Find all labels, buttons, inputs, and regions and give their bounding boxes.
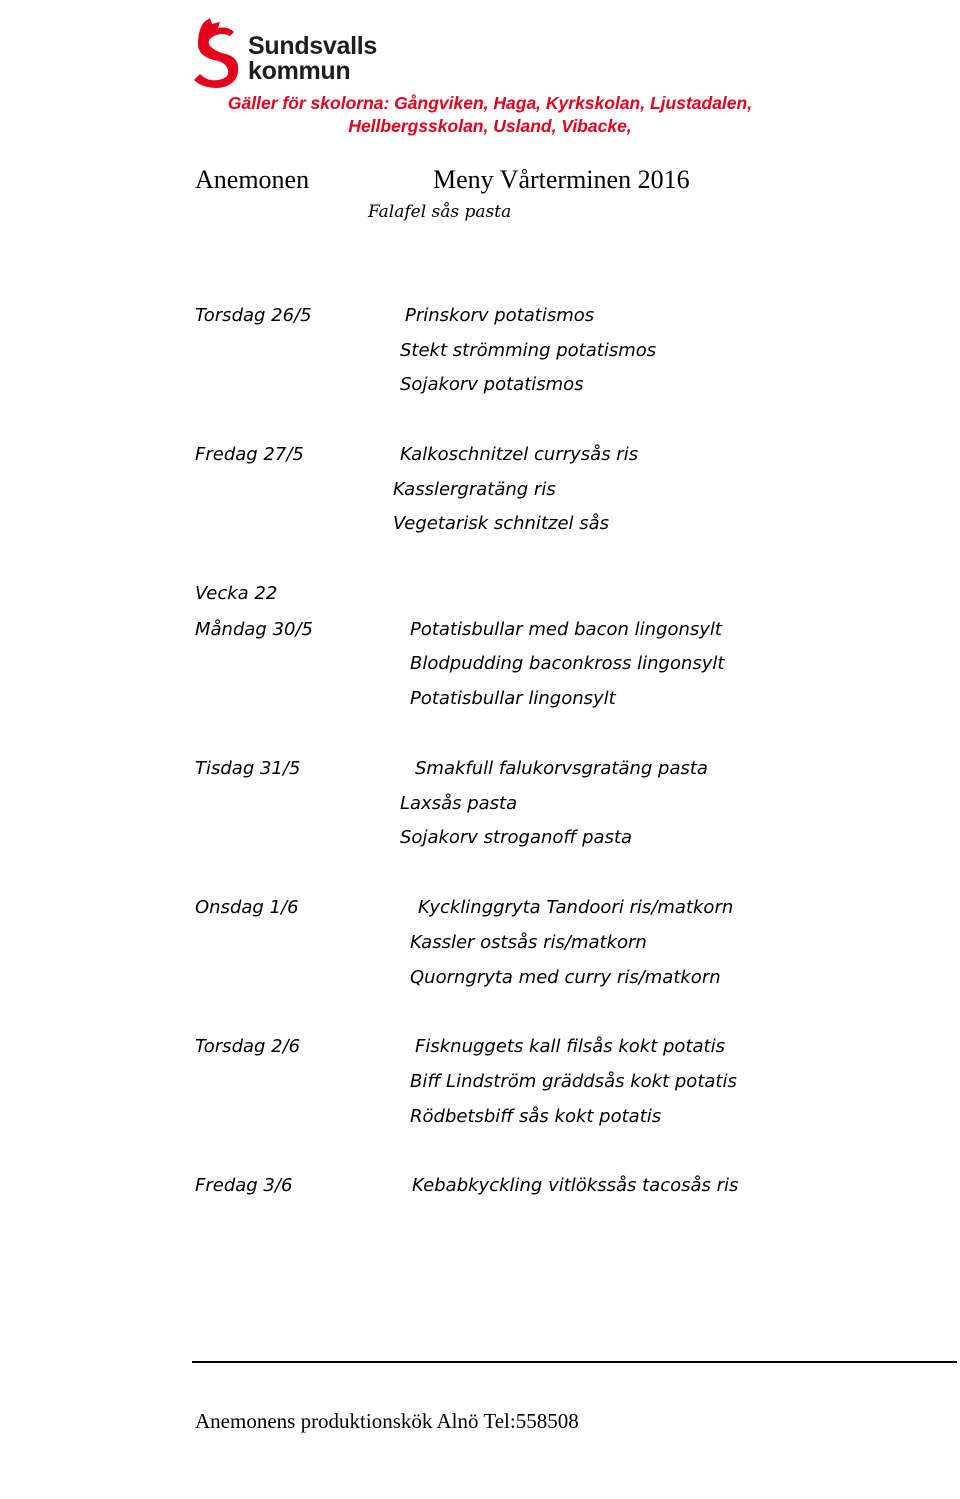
dish-item: Laxsås pasta xyxy=(400,793,518,814)
dish-item: Sojakorv potatismos xyxy=(400,374,584,395)
dish-item: Potatisbullar med bacon lingonsylt xyxy=(410,619,722,640)
dish-item: Rödbetsbiff sås kokt potatis xyxy=(410,1106,662,1127)
logo-line-2: kommun xyxy=(248,57,351,85)
day-label: Torsdag 2/6 xyxy=(195,1036,301,1057)
dragon-s-emblem-icon xyxy=(190,16,246,90)
dish-item: Stekt strömming potatismos xyxy=(400,340,657,361)
kitchen-name: Anemonen xyxy=(195,165,310,194)
day-label: Onsdag 1/6 xyxy=(195,897,299,918)
dish-item: Kalkoschnitzel currysås ris xyxy=(400,444,639,465)
schools-line-2: Hellbergsskolan, Usland, Vibacke, xyxy=(348,116,632,136)
dish-item: Sojakorv stroganoff pasta xyxy=(400,827,633,848)
day-label: Torsdag 26/5 xyxy=(195,305,312,326)
dish-item: Kasslergratäng ris xyxy=(393,479,556,500)
menu-subtitle: Falafel sås pasta xyxy=(368,202,512,222)
dish-item: Quorngryta med curry ris/matkorn xyxy=(410,967,721,988)
dish-item: Blodpudding baconkross lingonsylt xyxy=(410,653,725,674)
dish-item: Kebabkyckling vitlökssås tacosås ris xyxy=(412,1175,739,1196)
week-label: Vecka 22 xyxy=(195,583,278,604)
schools-line-1: Gäller för skolorna: Gångviken, Haga, Kyrkskolan, Ljustadalen, xyxy=(227,93,753,113)
dish-item: Kycklinggryta Tandoori ris/matkorn xyxy=(418,897,734,918)
footer-divider xyxy=(192,1361,957,1363)
day-label: Fredag 3/6 xyxy=(195,1175,293,1196)
dish-item: Kassler ostsås ris/matkorn xyxy=(410,932,647,953)
dish-item: Prinskorv potatismos xyxy=(405,305,595,326)
logo-line-1: Sundsvalls xyxy=(248,32,377,60)
schools-notice xyxy=(190,92,790,138)
day-label: Måndag 30/5 xyxy=(195,619,313,640)
day-label: Tisdag 31/5 xyxy=(195,758,301,779)
dish-item: Fisknuggets kall filsås kokt potatis xyxy=(415,1036,725,1057)
menu-title: Meny Vårterminen 2016 xyxy=(433,165,690,194)
logo-wordmark xyxy=(248,34,377,84)
dish-item: Smakfull falukorvsgratäng pasta xyxy=(415,758,708,779)
sundsvalls-kommun-logo xyxy=(190,16,430,90)
dish-item: Biff Lindström gräddsås kokt potatis xyxy=(410,1071,737,1092)
dish-item: Vegetarisk schnitzel sås xyxy=(393,513,610,534)
dish-item: Potatisbullar lingonsylt xyxy=(410,688,616,709)
footer-contact: Anemonens produktionskök Alnö Tel:558508 xyxy=(195,1409,579,1433)
day-label: Fredag 27/5 xyxy=(195,444,304,465)
